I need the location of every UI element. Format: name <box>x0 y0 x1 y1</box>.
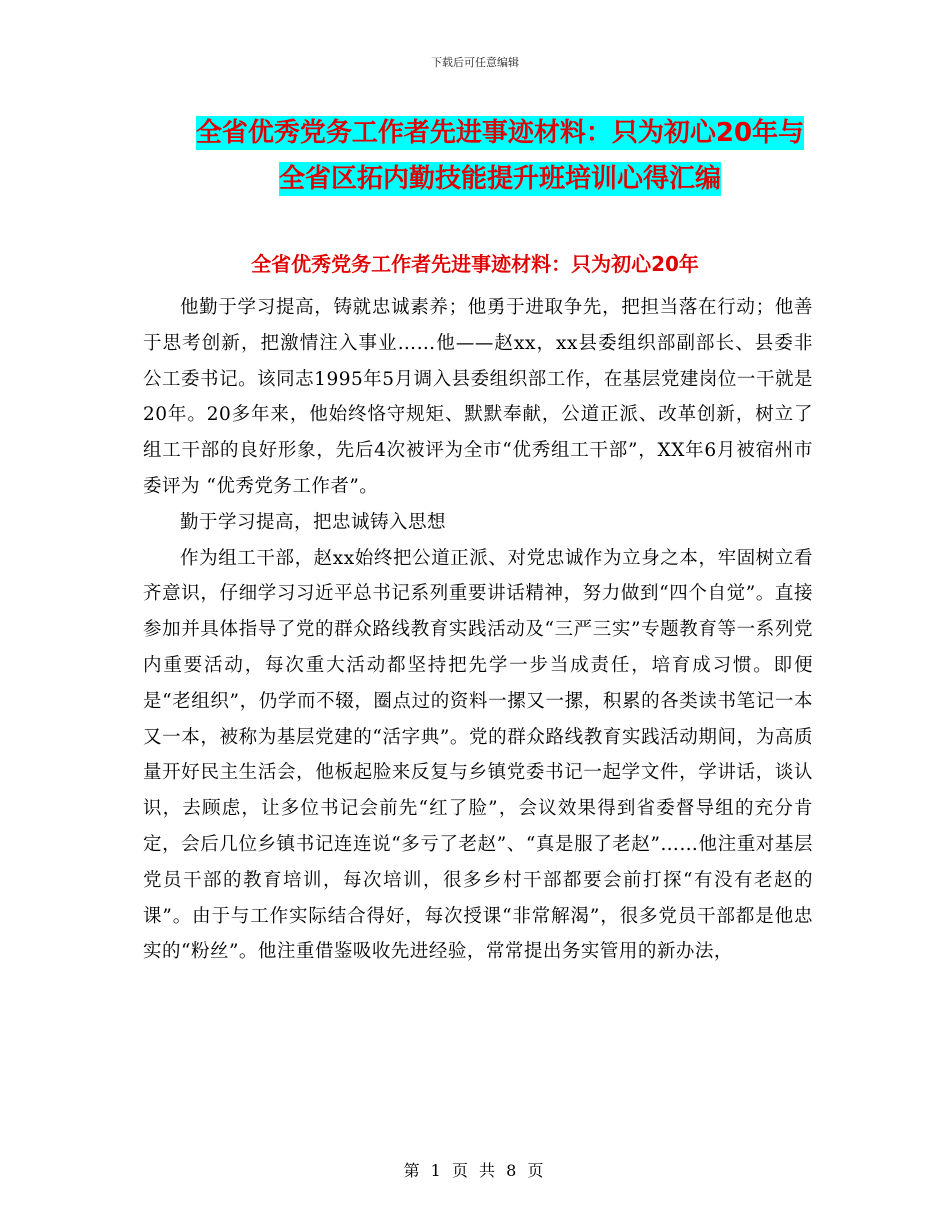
paragraph-subheading: 勤于学习提高，把忠诚铸入思想 <box>180 511 447 533</box>
document-body <box>143 290 813 970</box>
section-title: 全省优秀党务工作者先进事迹材料：只为初心20年 <box>251 252 699 276</box>
paragraph: 作为组工干部，赵xx始终把公道正派、对党忠诚作为立身之本，牢固树立看齐意识，仔细学习习近平总书记系列重要讲话精神，努力做到“四个自觉”。直接参加并具体指导了党的群众路线教育实践活动及“三严三实”专题教育等一系列党内重要活动，每次重大活动都坚持把先学一步当成责任，培育成习惯。即便是“老组织”，仍学而不辍，圈点过的资料一摞又一摞，积累的各类读书笔记一本又一本，被称为基层党建的“活字典”。党的群众路线教育实践活动期间，为高质量开好民主生活会，他板起脸来反复与乡镇党委书记一起学文件，学讲话，谈认识，去顾虑，让多位书记会前先“红了脸”，会议效果得到省委督导组的充分肯定，会后几位乡镇书记连连说“多亏了老赵”、“真是服了老赵”……他注重对基层党员干部的教育培训，每次培训，很多乡村干部都要会前打探“有没有老赵的课”。由于与工作实际结合得好，每次授课“非常解渴”，很多党员干部都是他忠实的“粉丝”。他注重借鉴吸收先进经验，常常提出务实管用的新办法， <box>143 547 813 963</box>
header-note: 下载后可任意编辑 <box>431 56 519 69</box>
paragraph: 他勤于学习提高，铸就忠诚素养；他勇于进取争先，把担当落在行动；他善于思考创新，把激情注入事业……他——赵xx，xx县委组织部副部长、县委非公工委书记。该同志1995年5月调入县委组织部工作，在基层党建岗位一干就是20年。20多年来，他始终恪守规矩、默默奉献，公道正派、改革创新，树立了组工干部的良好形象，先后4次被评为全市“优秀组工干部”，XX年6月被宿州市委评为 “优秀党务工作者”。 <box>143 297 813 497</box>
title-line-1: 全省优秀党务工作者先进事迹材料：只为初心20年与 <box>195 118 805 148</box>
document-title <box>150 110 850 202</box>
page-number: 第 1 页 共 8 页 <box>403 1161 547 1180</box>
title-line-2: 全省区拓内勤技能提升班培训心得汇编 <box>278 164 721 194</box>
